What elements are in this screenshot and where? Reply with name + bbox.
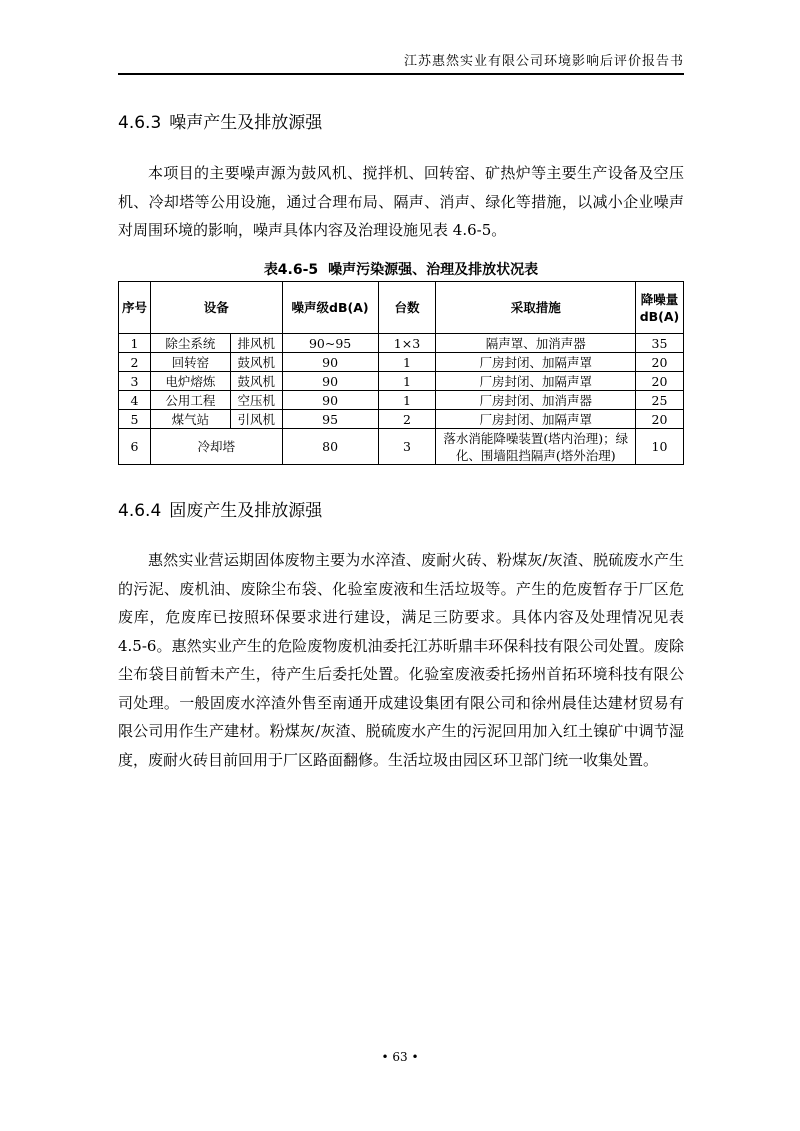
cell-seq: 1 <box>119 334 151 353</box>
cell-device: 引风机 <box>230 410 282 429</box>
noise-table <box>118 281 684 465</box>
cell-reduction: 35 <box>635 334 683 353</box>
cell-system: 回转窑 <box>150 353 230 372</box>
cell-measures: 隔声罩、加消声器 <box>436 334 636 353</box>
cell-count: 1 <box>378 353 436 372</box>
paragraph-noise: 本项目的主要噪声源为鼓风机、搅拌机、回转窑、矿热炉等主要生产设备及空压机、冷却塔等公用设施，通过合理布局、隔声、消声、绿化等措施，以减小企业噪声对周围环境的影响，噪声具体内容及治理设施见表 4.6-5。 <box>118 164 684 239</box>
table-row <box>119 391 684 410</box>
cell-count: 3 <box>378 429 436 465</box>
table-caption <box>118 259 684 279</box>
col-header-seq: 序号 <box>119 282 151 334</box>
cell-device: 鼓风机 <box>230 372 282 391</box>
col-header-level: 噪声级dB(A) <box>282 282 378 334</box>
cell-seq: 5 <box>119 410 151 429</box>
cell-level: 90 <box>282 353 378 372</box>
cell-device: 排风机 <box>230 334 282 353</box>
cell-level: 90~95 <box>282 334 378 353</box>
cell-measures: 厂房封闭、加隔声罩 <box>436 410 636 429</box>
cell-device: 鼓风机 <box>230 353 282 372</box>
section-number: 4.6.3 <box>118 113 162 133</box>
cell-measures: 厂房封闭、加隔声罩 <box>436 372 636 391</box>
table-title: 噪声污染源强、治理及排放状况表 <box>328 262 539 278</box>
cell-measures: 落水消能降噪装置(塔内治理)；绿化、围墙阻挡隔声(塔外治理) <box>436 429 636 465</box>
section-number: 4.6.4 <box>118 501 162 521</box>
cell-reduction: 20 <box>635 372 683 391</box>
cell-equipment: 冷却塔 <box>150 429 282 465</box>
cell-count: 2 <box>378 410 436 429</box>
cell-system: 公用工程 <box>150 391 230 410</box>
section-heading-solid-waste <box>118 496 322 521</box>
cell-reduction: 10 <box>635 429 683 465</box>
cell-count: 1 <box>378 372 436 391</box>
table-number: 表4.6-5 <box>263 262 319 278</box>
table-header-row <box>119 282 684 334</box>
cell-measures: 厂房封闭、加消声器 <box>436 391 636 410</box>
page-number: • 63 • <box>381 1050 419 1064</box>
running-header: 江苏惠然实业有限公司环境影响后评价报告书 <box>118 50 684 75</box>
cell-reduction: 20 <box>635 410 683 429</box>
section-title-text: 噪声产生及排放源强 <box>169 113 323 133</box>
section-heading-noise <box>118 108 322 133</box>
col-header-count: 台数 <box>378 282 436 334</box>
cell-reduction: 25 <box>635 391 683 410</box>
cell-level: 95 <box>282 410 378 429</box>
cell-seq: 6 <box>119 429 151 465</box>
cell-reduction: 20 <box>635 353 683 372</box>
cell-count: 1 <box>378 391 436 410</box>
table-row <box>119 353 684 372</box>
cell-device: 空压机 <box>230 391 282 410</box>
cell-level: 90 <box>282 391 378 410</box>
cell-system: 电炉熔炼 <box>150 372 230 391</box>
section-title-text: 固废产生及排放源强 <box>169 501 323 521</box>
cell-seq: 3 <box>119 372 151 391</box>
col-header-reduction: 降噪量dB(A) <box>635 282 683 334</box>
cell-level: 90 <box>282 372 378 391</box>
cell-level: 80 <box>282 429 378 465</box>
table-row <box>119 372 684 391</box>
cell-measures: 厂房封闭、加隔声罩 <box>436 353 636 372</box>
col-header-measures: 采取措施 <box>436 282 636 334</box>
cell-system: 煤气站 <box>150 410 230 429</box>
table-row <box>119 334 684 353</box>
col-header-equipment: 设备 <box>150 282 282 334</box>
cell-system: 除尘系统 <box>150 334 230 353</box>
cell-count: 1×3 <box>378 334 436 353</box>
paragraph-solid-waste: 惠然实业营运期固体废物主要为水淬渣、废耐火砖、粉煤灰/灰渣、脱硫废水产生的污泥、废机油、废除尘布袋、化验室废液和生活垃圾等。产生的危废暂存于厂区危废库，危废库已按照环保要求进行建设，满足三防要求。具体内容及处理情况见表 4.5-6。惠然实业产生的危险废物废机油委托江苏昕鼎丰环保科技有限公司处置。废除尘布袋目前暂未产生，待产生后委托处置。化验室废液委托扬州首拓环境科技有限公司处理。一般固废水淬渣外售至南通开成建设集团有限公司和徐州晨佳达建材贸易有限公司用作生产建材。粉煤灰/灰渣、脱硫废水产生的污泥回用加入红土镍矿中调节湿度，废耐火砖目前回用于厂区路面翻修。生活垃圾由园区环卫部门统一收集处置。 <box>118 551 684 769</box>
header-rule <box>118 74 684 75</box>
table-row <box>119 429 684 465</box>
cell-seq: 4 <box>119 391 151 410</box>
cell-seq: 2 <box>119 353 151 372</box>
table-row <box>119 410 684 429</box>
